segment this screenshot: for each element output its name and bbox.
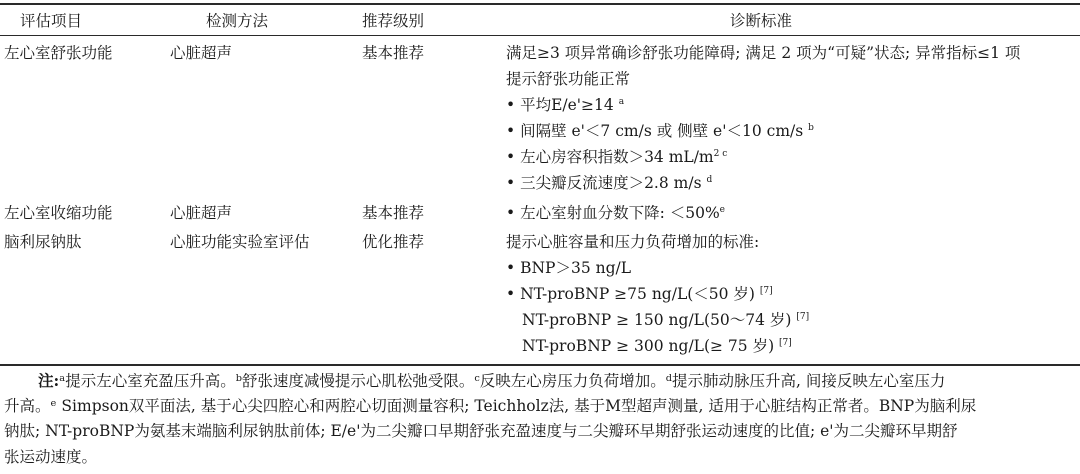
criteria-line: [506, 40, 1020, 66]
note-line: 钠肽; NT-proBNP为氨基末端脑利尿钠肽前体; E/e'为二尖瓣口早期舒张充盈速度与二尖瓣环早期舒张运动速度的比值; e'为二尖瓣环早期舒: [4, 422, 958, 440]
criteria-text: • 左心室射血分数下降: ＜50%: [506, 204, 720, 222]
criteria-line: [506, 281, 809, 307]
footnote-marker: e: [719, 205, 725, 215]
header-detection-method: 检测方法: [206, 12, 269, 30]
criteria-text: 满足≥3 项异常确诊舒张功能障碍; 满足 2 项为“可疑”状态; 异常指标≤1 项: [506, 44, 1021, 62]
row-method: 心脏超声: [170, 44, 233, 62]
table-bottom-rule: [0, 364, 1080, 366]
table-header-rule: [0, 35, 1080, 36]
criteria-line: [506, 255, 809, 281]
footnote-marker: b: [808, 123, 814, 133]
header-diagnostic-criteria: 诊断标准: [730, 12, 793, 30]
criteria-line: [506, 229, 809, 255]
row-method: 心脏超声: [170, 204, 233, 222]
row-item: 左心室收缩功能: [4, 204, 113, 222]
note-line: 张运动速度。: [4, 447, 98, 466]
criteria-text: • 平均E/e'≥14: [506, 96, 619, 114]
criteria-text: • 左心房容积指数＞34 mL/m: [506, 148, 714, 166]
table-notes: [4, 368, 1076, 470]
row-criteria: [506, 200, 725, 226]
criteria-line: [506, 200, 725, 226]
criteria-line: [506, 170, 1020, 196]
footnote-marker: d: [706, 175, 713, 185]
criteria-line: [506, 144, 1020, 170]
row-method: 心脏功能实验室评估: [170, 233, 310, 251]
note-line: [4, 368, 1076, 394]
criteria-line: [506, 66, 1020, 92]
criteria-line: [506, 118, 1020, 144]
criteria-text: 提示心脏容量和压力负荷增加的标准:: [506, 233, 760, 251]
row-level: 基本推荐: [362, 44, 425, 62]
criteria-line: [506, 92, 1020, 118]
criteria-line: [506, 307, 809, 333]
criteria-text: 提示舒张功能正常: [506, 70, 631, 88]
criteria-text: NT-proBNP ≥ 150 ng/L(50～74 岁): [522, 311, 797, 329]
row-level: 基本推荐: [362, 204, 425, 222]
note-label: 注:: [38, 371, 60, 390]
criteria-line: [506, 333, 809, 359]
row-criteria: [506, 229, 809, 359]
criteria-text: • NT-proBNP ≥75 ng/L(＜50 岁): [506, 285, 760, 303]
table-top-rule: [0, 3, 1080, 5]
footnote-marker: 2 c: [713, 149, 728, 159]
row-item: 左心室舒张功能: [4, 44, 113, 62]
reference-marker: [7]: [759, 286, 773, 296]
criteria-text: NT-proBNP ≥ 300 ng/L(≥ 75 岁): [522, 337, 780, 355]
header-recommendation-level: 推荐级别: [362, 12, 425, 30]
criteria-text: • BNP＞35 ng/L: [506, 259, 632, 277]
row-item: 脑利尿钠肽: [4, 233, 82, 251]
row-criteria: [506, 40, 1020, 196]
criteria-text: • 间隔壁 e'＜7 cm/s 或 侧壁 e'＜10 cm/s: [506, 122, 809, 140]
header-assessment-item: 评估项目: [20, 12, 83, 30]
criteria-text: • 三尖瓣反流速度＞2.8 m/s: [506, 174, 707, 192]
note-line: 升高。ᵉ Simpson双平面法, 基于心尖四腔心和两腔心切面测量容积; Teichholz法, 基于M型超声测量, 适用于心脏结构正常者。BNP为脑利尿: [4, 396, 977, 415]
footnote-marker: a: [618, 97, 625, 107]
reference-marker: [7]: [796, 312, 810, 322]
reference-marker: [7]: [779, 338, 792, 348]
note-text: ᵃ提示左心室充盈压升高。ᵇ舒张速度减慢提示心肌松弛受限。ᶜ反映左心房压力负荷增加。ᵈ提示肺动脉压升高, 间接反映左心室压力: [59, 372, 946, 390]
row-level: 优化推荐: [362, 233, 425, 251]
